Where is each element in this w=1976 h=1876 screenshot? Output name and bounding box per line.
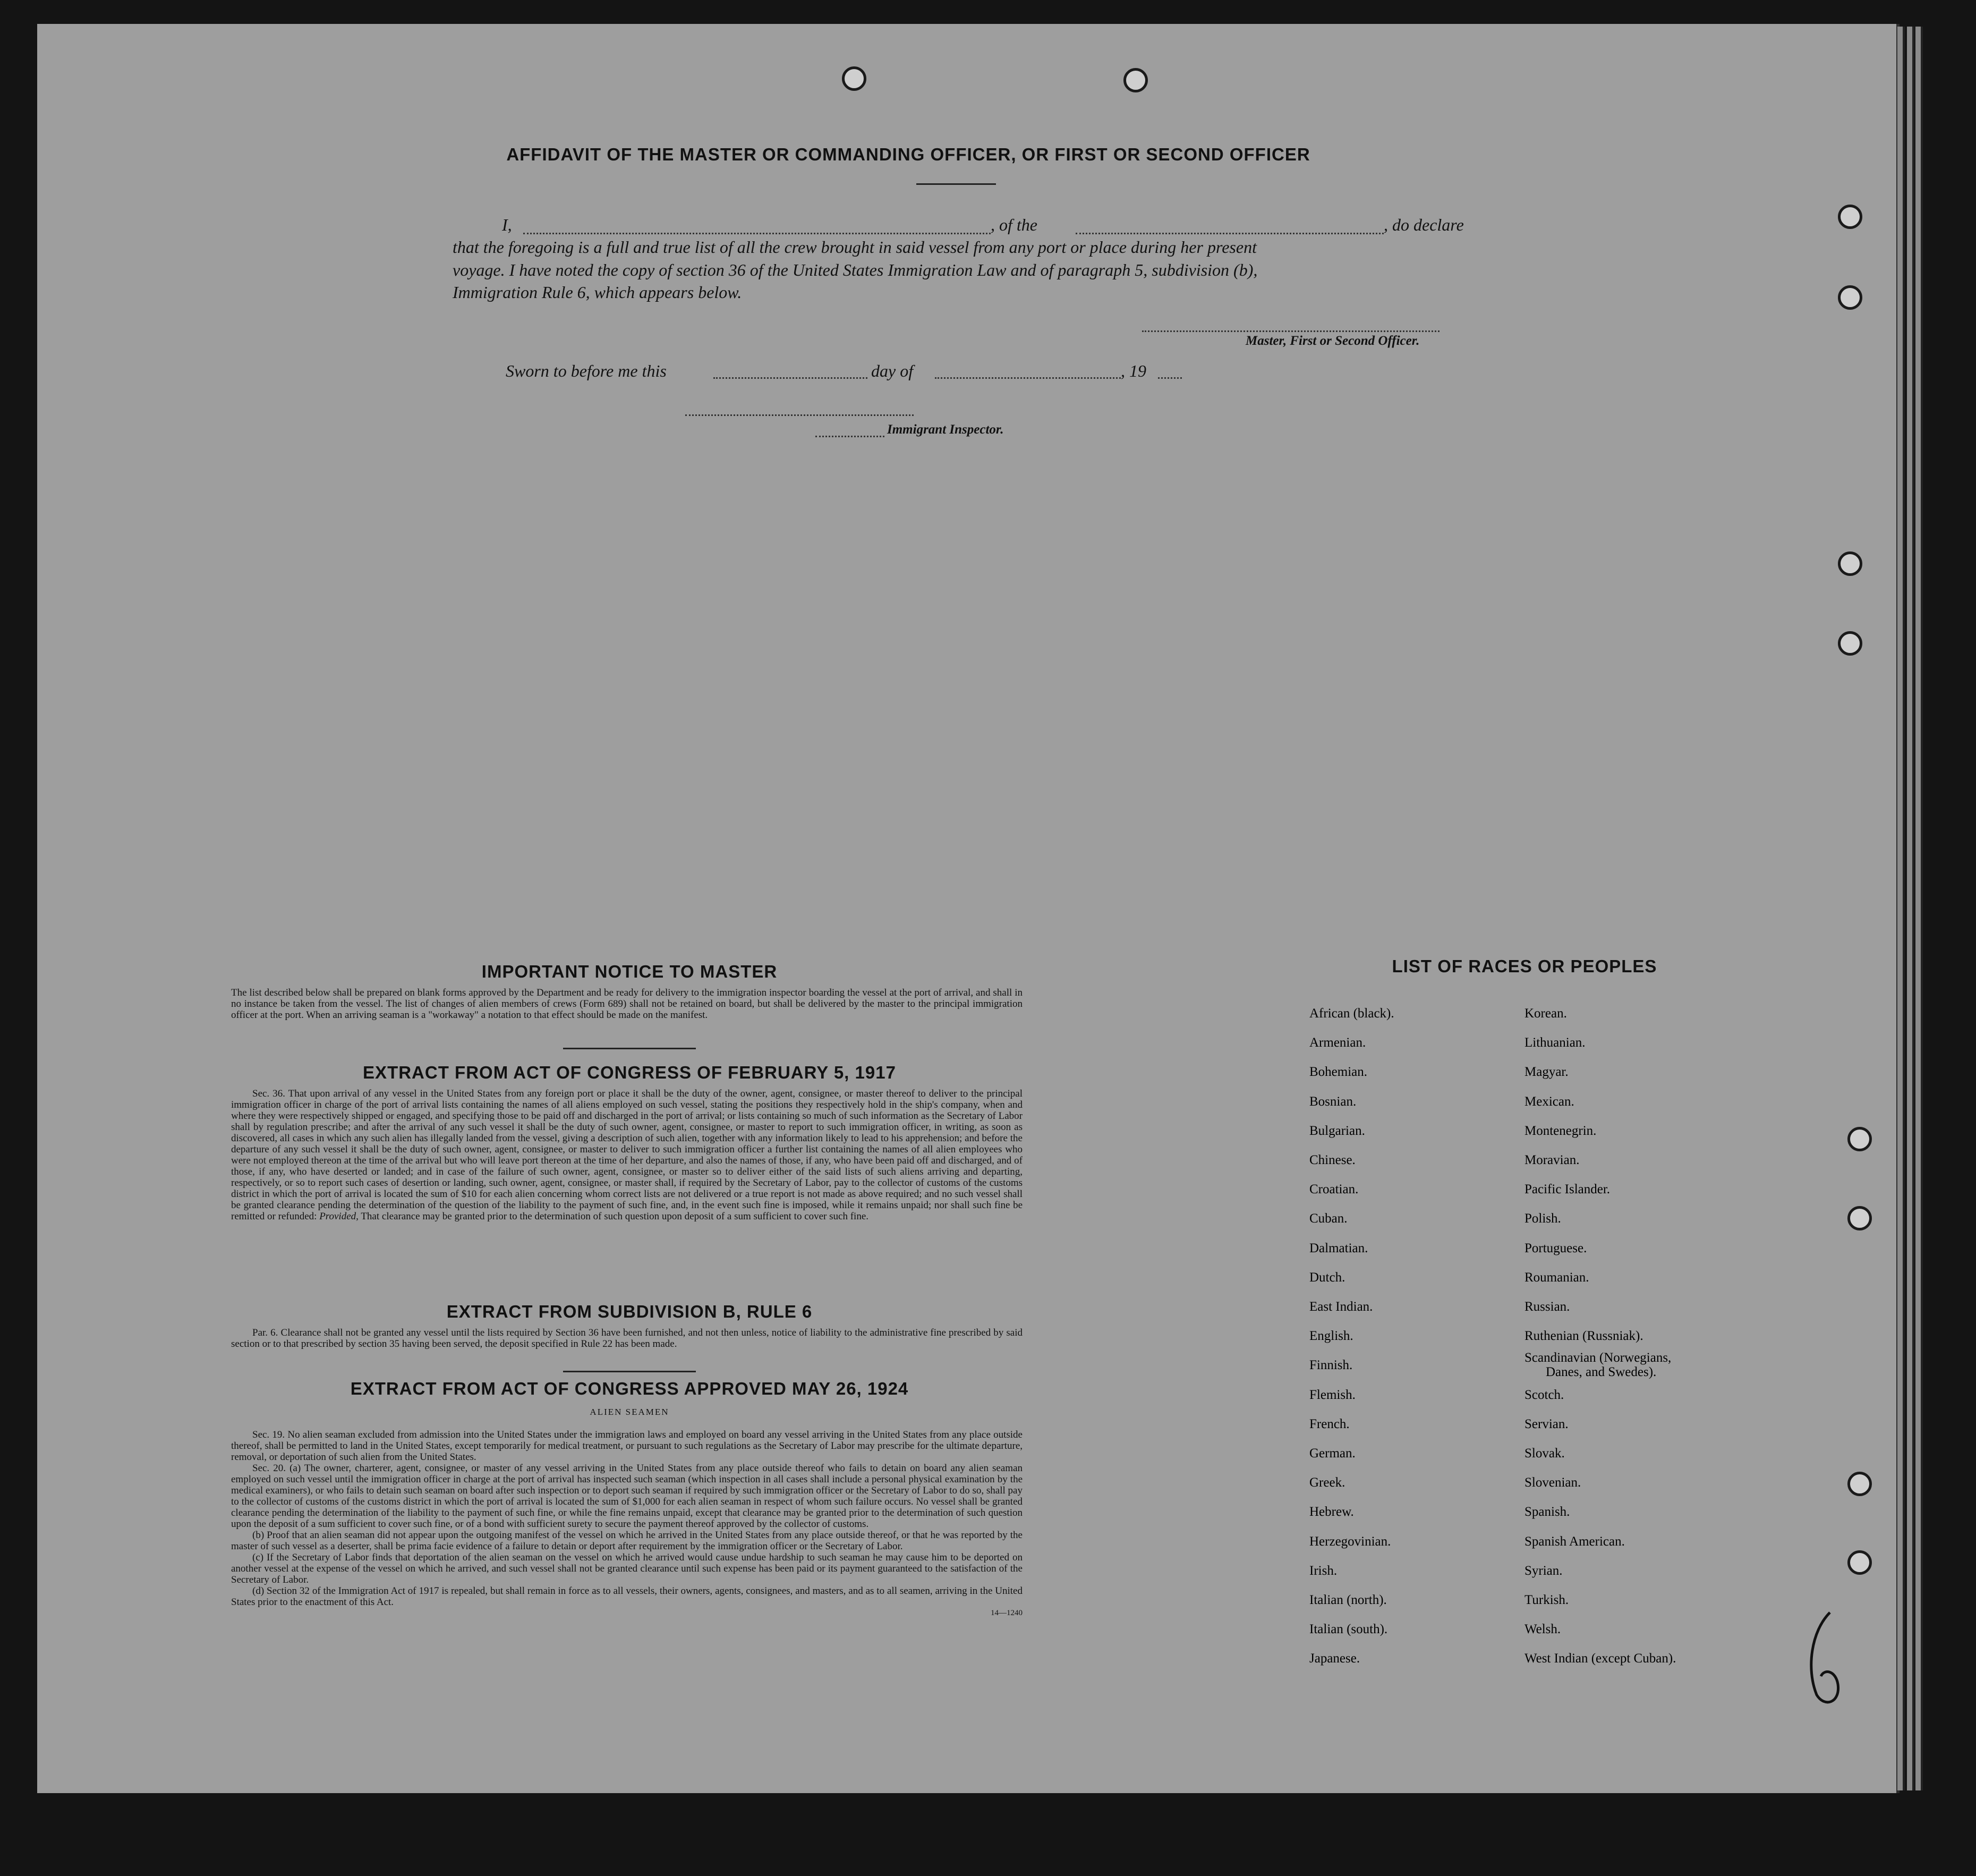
extract-rule6-text [231, 1327, 1023, 1349]
race-item: Cuban. [1309, 1211, 1348, 1226]
race-item: Irish. [1309, 1563, 1338, 1578]
provided-word: Provided, [319, 1211, 359, 1222]
race-item: English. [1309, 1329, 1353, 1344]
race-item: Slovak. [1524, 1446, 1565, 1461]
binder-hole [1838, 285, 1862, 310]
handwritten-mark [1801, 1610, 1849, 1711]
vessel-blank[interactable] [1076, 233, 1384, 234]
sec-19 [231, 1429, 1023, 1463]
race-item: Roumanian. [1524, 1270, 1589, 1285]
binder-hole [1847, 1550, 1872, 1575]
race-item: Finnish. [1309, 1358, 1353, 1373]
inspector-caption-line [815, 436, 884, 437]
race-item: Servian. [1524, 1416, 1569, 1431]
races-column-2 [1524, 999, 1676, 1674]
race-item: Moravian. [1524, 1153, 1580, 1168]
form-number: 14—1240 [991, 1609, 1023, 1617]
race-item: Turkish. [1524, 1593, 1569, 1608]
notice-title: IMPORTANT NOTICE TO MASTER [481, 962, 778, 981]
race-item: Slovenian. [1524, 1475, 1581, 1490]
notice-divider [563, 1048, 696, 1049]
race-item: Bohemian. [1309, 1065, 1368, 1080]
race-item: French. [1309, 1416, 1350, 1431]
notice-text: The list described below shall be prepared on blank forms approved by the Department and be ready for delivery to the immigration inspector boarding the vessel at the port of arrival, and shall in no instance be taken from the vessel. The list of changes of alien members of crews (Form 689) shall not be retained on board, but shall be delivered by the master to the principal immigration officer at the port. When an arriving seaman is a "workaway" a notation to that effect should be made on the manifest. [231, 987, 1023, 1021]
race-item: Italian (south). [1309, 1622, 1388, 1637]
day-of-text: day of [871, 361, 914, 380]
race-item: Dalmatian. [1309, 1241, 1368, 1255]
binder-hole [1847, 1127, 1872, 1151]
sworn-day-blank[interactable] [713, 377, 867, 379]
race-item: Portuguese. [1524, 1241, 1587, 1255]
race-item: Lithuanian. [1524, 1035, 1586, 1050]
month-blank[interactable] [935, 377, 1121, 379]
race-item: Ruthenian (Russniak). [1524, 1329, 1643, 1344]
race-item: East Indian. [1309, 1300, 1373, 1314]
binder-hole [1838, 551, 1862, 576]
race-item: Magyar. [1524, 1065, 1569, 1080]
master-caption: Master, First or Second Officer. [1246, 334, 1420, 348]
affidavit-line-2: that the foregoing is a full and true list of all the crew brought in said vessel from any port or place during her present [453, 237, 1257, 257]
race-item: Scotch. [1524, 1387, 1564, 1402]
race-item: African (black). [1309, 1006, 1394, 1021]
sec-20a [231, 1463, 1023, 1530]
race-item: Welsh. [1524, 1622, 1561, 1637]
sworn-text: Sworn to before me this [506, 361, 667, 380]
binder-hole [1123, 68, 1148, 92]
race-item [1524, 1351, 1676, 1380]
races-title: LIST OF RACES OR PEOPLES [1392, 956, 1657, 976]
race-item: Hebrew. [1309, 1505, 1354, 1520]
extract-1924-text [231, 1429, 1023, 1619]
master-signature-line[interactable] [1142, 330, 1440, 332]
race-item: Flemish. [1309, 1387, 1356, 1402]
alien-seamen-subtitle: ALIEN SEAMEN [590, 1407, 669, 1417]
extract-1924-title: EXTRACT FROM ACT OF CONGRESS APPROVED MAY 26, 1924 [350, 1379, 909, 1398]
binder-hole [1847, 1472, 1872, 1496]
sec-19-label: Sec. 19. [252, 1429, 285, 1440]
sec-20c: (c) If the Secretary of Labor finds that deportation of the alien seaman on the vessel on which he arrived would cause undue hardship to such seaman he may cause him to be deported on another vessel at the expense of the vessel on which he arrived, and such vessel shall not be granted clearance until such expense has been paid or its payment guaranteed to the satisfaction of the Secretary of Labor. [231, 1552, 1023, 1585]
binder-hole [1847, 1206, 1872, 1230]
page-edge [1897, 27, 1905, 1790]
name-blank[interactable] [523, 233, 991, 234]
binder-hole [842, 66, 866, 91]
race-item: Armenian. [1309, 1035, 1366, 1050]
affidavit-title: AFFIDAVIT OF THE MASTER OR COMMANDING OFFICER, OR FIRST OR SECOND OFFICER [506, 145, 1310, 164]
inspector-signature-line[interactable] [685, 414, 914, 416]
rule6-divider [563, 1371, 696, 1372]
sec-20b: (b) Proof that an alien seaman did not appear upon the outgoing manifest of the vessel on which he arrived in the United States from any place outside thereof, or that he was reported by the master of such vessel as a deserter, shall be prima facie evidence of a failure to detain or deport after requirement by the immigration officer or the Secretary of Labor. [231, 1530, 1023, 1552]
binder-hole [1838, 631, 1862, 656]
extract-rule6-title: EXTRACT FROM SUBDIVISION B, RULE 6 [446, 1302, 813, 1321]
title-underline [916, 183, 996, 185]
affidavit-i: I, [502, 215, 512, 234]
race-item: Russian. [1524, 1300, 1570, 1314]
race-item: Dutch. [1309, 1270, 1345, 1285]
race-item: Herzegovinian. [1309, 1534, 1391, 1549]
sec-36-body: That upon arrival of any vessel in the United States from any foreign port or place it shall be the duty of the owner, agent, consignee, or master thereof to deliver to the principal immigration officer in charge of the port of arrival lists containing the names of all aliens employed on such vessel, stating the positions they respectively hold in the ship's company, when and where they were respectively shipped or engaged, and specifying those to be paid off and discharged in the port of arrival; or lists containing so much of such information as the Secretary of Labor shall by regulation prescribe; and after the arrival of any such vessel it shall be the duty of such owner, agent, consignee, or master to report to such immigration officer, in writing, as soon as discovered, all cases in which any such alien has illegally landed from the vessel, giving a description of such alien, together with any information likely to lead to his apprehension; and before the departure of any such vessel it shall be the duty of such owner, agent, consignee, or master to deliver to such immigration officer a further list containing the names of all alien employees who were not employed thereon at the time of the arrival but who will leave port thereon at the time of her departure, and also the names of those, if any, who have been paid off and discharged, and of those, if any, who have deserted or landed; and in case of the failure of such owner, agent, consignee, or master so to deliver either of the said lists of such aliens arriving and departing, respectively, or so to report such cases of desertion or landing, such owner, agent, consignee, or master shall, if required by the Secretary of Labor, pay to the collector of customs of the customs district in which the port of arrival is located the sum of $10 for each alien concerning whom correct lists are not delivered or a true report is not made as above required; and no such vessel shall be granted clearance pending the determination of the question of the liability to the payment of such fine, and, in the event such fine is imposed, while it remains unpaid; nor shall such fine be remitted or refunded: [231, 1088, 1023, 1222]
page-edge [1915, 27, 1923, 1790]
extract-1917-title: EXTRACT FROM ACT OF CONGRESS OF FEBRUARY 5, 1917 [363, 1063, 896, 1082]
par-6-label: Par. 6. [252, 1327, 278, 1338]
race-item: Croatian. [1309, 1182, 1359, 1197]
races-column-1 [1309, 999, 1394, 1674]
sec-36-end: That clearance may be granted prior to the determination of such question upon deposit of a sum sufficient to cover such fine. [361, 1211, 868, 1222]
sec-20a-body: (a) The owner, charterer, agent, consignee, or master of any vessel arriving in the United States from any place outside thereof who fails to detain on board any alien seaman employed on such vessel until the immigration officer in charge at the port of arrival has inspected such seaman (which inspection in all cases shall include a personal physical examination by the medical examiners), or who fails to detain such seaman on board after such inspection or to deport such seaman if required by such immigration officer or the Secretary of Labor to do so, shall pay to the collector of customs of the customs district in which the port of arrival is located the sum of $1,000 for each alien seaman in respect of whom such failure occurs. No vessel shall be granted clearance pending the determination of the liability to the payment of such fine, or while the fine remains unpaid, except that clearance may be granted prior to the determination of such question upon the deposit of a sum sufficient to cover such fine, or of a bond with sufficient surety to secure the payment thereof approved by the collector of customs. [231, 1463, 1023, 1530]
race-item: German. [1309, 1446, 1356, 1461]
race-item: Korean. [1524, 1006, 1567, 1021]
sec-19-body: No alien seaman excluded from admission into the United States under the immigration laws and employed on board any vessel arriving in the United States from any place outside thereof, shall be permitted to land in the United States, except temporarily for medical treatment, or pursuant to such regulations as the Secretary of Labor may prescribe for the ultimate departure, removal, or deportation of such alien from the United States. [231, 1429, 1023, 1463]
race-item: West Indian (except Cuban). [1524, 1651, 1676, 1666]
page-edge [1907, 27, 1914, 1790]
race-item: Mexican. [1524, 1094, 1574, 1109]
race-item: Montenegrin. [1524, 1123, 1597, 1138]
race-item: Greek. [1309, 1475, 1345, 1490]
race-item-continuation: Danes, and Swedes). [1546, 1365, 1657, 1380]
year-blank[interactable] [1158, 377, 1182, 379]
binder-hole [1838, 205, 1862, 229]
race-item: Spanish. [1524, 1505, 1570, 1520]
affidavit-of-the: , of the [991, 215, 1037, 234]
race-item: Japanese. [1309, 1651, 1360, 1666]
affidavit-do-declare: , do declare [1384, 215, 1464, 234]
race-item-label: Scandinavian (Norwegians, [1524, 1351, 1672, 1365]
race-item: Italian (north). [1309, 1593, 1387, 1608]
year-text: , 19 [1121, 361, 1146, 380]
par-6-body: Clearance shall not be granted any vessel until the lists required by Section 36 have been furnished, and not then unless, notice of liability to the administrative fine prescribed by said section or to that prescribed by section 35 having been served, the deposit specified in Rule 22 has been made. [231, 1327, 1023, 1349]
affidavit-line-3: voyage. I have noted the copy of section 36 of the United States Immigration Law and of paragraph 5, subdivision (b), [453, 260, 1258, 279]
sec-20-label: Sec. 20. [252, 1463, 286, 1474]
extract-1917-text [231, 1088, 1023, 1222]
race-item: Polish. [1524, 1211, 1561, 1226]
inspector-caption: Immigrant Inspector. [887, 422, 1004, 437]
race-item: Pacific Islander. [1524, 1182, 1611, 1197]
affidavit-line-4: Immigration Rule 6, which appears below. [453, 283, 742, 302]
sec-36-label: Sec. 36. [252, 1088, 285, 1099]
race-item: Spanish American. [1524, 1534, 1625, 1549]
race-item: Bosnian. [1309, 1094, 1357, 1109]
race-item: Chinese. [1309, 1153, 1356, 1168]
race-item: Syrian. [1524, 1563, 1563, 1578]
sec-20d: (d) Section 32 of the Immigration Act of 1917 is repealed, but shall remain in force as to all vessels, their owners, agents, consignees, and masters, and as to all seamen, arriving in the United States prior to the enactment of this Act. [231, 1585, 1023, 1608]
race-item: Bulgarian. [1309, 1123, 1365, 1138]
